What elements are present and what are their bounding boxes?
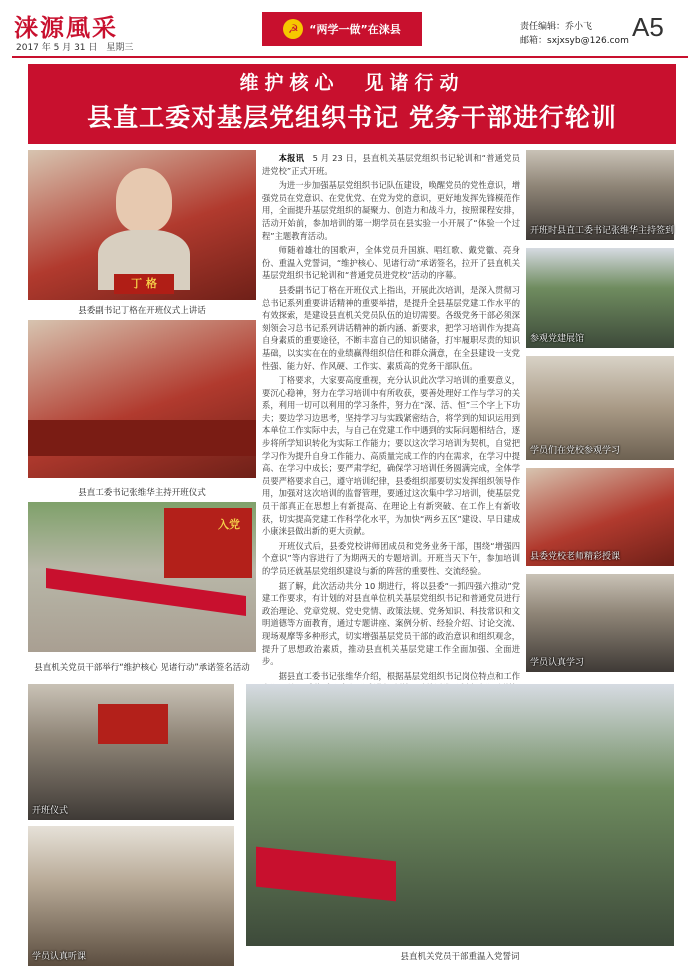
article-byline: 本报讯 [278,153,305,163]
editor-info [520,20,629,48]
headline-subtitle: 维护核心 见诸行动 [239,72,465,94]
article-paragraph: 据了解，此次活动共分 10 期进行，将以县委“一抓四强六推动”党建工作要求，有计划的对县直单位机关基层党组织书记和普通党员进行政治理论、党章党规、党史党情、政策法规、党务知识、科技常识和文明道德等方面教育，通过专题讲座、案例分析、经验介绍、讨论交流、现场观摩等多种形式，切实增强基层党员干部的政治意识和组织观念，提升了思想政治素质，推动县直机关基层党建工作全面加强、全面进步。 [262,580,520,667]
photo-side-4 [526,468,674,566]
editor-email: 邮箱：sxjxsyb@126.com [520,36,629,46]
photo-side-4-label: 县委党校老师精彩授课 [530,552,621,562]
photo-side-1-label: 开班时县直工委书记张维华主持签到 [530,226,675,236]
caption-zhang-ceremony: 县直工委书记张维华主持开班仪式 [78,488,206,498]
photo-oath [246,684,674,946]
photo-opening [28,684,234,820]
caption-signing: 县直机关党员干部举行“维护核心 见诸行动”承诺签名活动 [34,663,250,673]
caption-ding-speech: 县委副书记丁格在开班仪式上讲话 [78,306,206,316]
photo-side-2-label: 参观党建展馆 [530,334,585,344]
masthead-title: 涞源風采 [14,13,118,42]
article-paragraph: 丁格要求，大家要高度重视，充分认识此次学习培训的重要意义，要沉心稳神，努力在学习培训中有所收获，要善处理好工作与学习的关系，利用一切可以利用的学习条件，努力在“深、活、恒”三个字上下功夫；要边学习边思考，坚持学习与实践紧密结合，将学到的知识运用到本单位工作实际中去，与自己在党建工作中遇到的实际问题相结合，逐步将所学知识转化为实际工作能力；要以这次学习培训为契机，自觉把学习作为提升自身工作能力、高质量完成工作的内在需求，在学习中提高、在学习中成长；要严肃学纪，确保学习培训任务圆满完成，全体学员要严格要求自己，遵守培训纪律，县委组织部要切实发挥组织领导作用，加强对这次培训的监督管理，要通过这次集中学习培训，使基层党员干部真正在思想上有新提高、在理论上有新突破、在工作上有新收获，切实提高党建工作科学化水平，为加快“两乡五区”建设、早日建成小康涞县做出新的更大贡献。 [262,375,520,537]
party-emblem-icon: ☭ [283,19,303,39]
photo-study [28,826,234,966]
article-paragraph: 为进一步加强基层党组织书记队伍建设，唤醒党员的党性意识，增强党员在党意识、在党优党、在党为党的意识，更好地发挥先锋模范作用，全面提升基层党组织的凝聚力、创造力和战斗力，按照课程安排，活动开始前，参加培训的第一期学员在县实验一小开展了“体验一个过程”主题教育活动。 [262,180,520,241]
photo-side-5-label: 学员认真学习 [530,658,585,668]
headline-title: 县直工委对基层党组织书记 党务干部进行轮训 [87,103,617,132]
photo-side-5 [526,574,674,672]
editor-name: 责任编辑：乔小飞 [520,22,593,32]
caption-oath: 县直机关党员干部重温入党誓词 [400,952,520,962]
article-paragraph: 本报讯 5 月 23 日，县直机关基层党组织书记轮训和“普通党员进党校”正式开班。 [262,153,520,176]
photo-side-1 [526,150,674,240]
speaker-nameplate: 丁 格 [114,274,174,294]
signing-board-label: 入党 [218,518,240,531]
column-banner-label: “两学一做”在涞县 [309,23,401,36]
photo-zhang-ceremony [28,320,256,478]
photo-ding-speech [28,150,256,300]
photo-signing [28,502,256,652]
issue-date: 2017 年 5 月 31 日 星期三 [16,43,134,53]
article-body [262,152,520,681]
photo-side-3 [526,356,674,460]
photo-side-3-label: 学员们在党校参观学习 [530,446,621,456]
masthead-divider [12,56,688,58]
photo-study-label: 学员认真听课 [32,952,87,962]
article-paragraph: 县委副书记丁格在开班仪式上指出，开展此次培训，是深入贯彻习总书记系列重要讲话精神的重要举措，是提升全县基层党建工作水平的有效探索，是建设县直机关党员队伍的迫切需要。各级党务干部必须深刻领会习总书记系列讲话精神的新内涵、新要求，把学习培训作为提高自身素质的重要途径，不断丰富自己的知识储备，打牢履职尽责的知识基础，以实实在在的业绩赢得组织信任和群众满意，在全县建设一支党性强、能力好、作风硬、工作实、素质高的党务干部队伍。 [262,284,520,371]
column-banner [262,12,422,46]
article-paragraph: 据县直工委书记张维华介绍，根据基层党组织书记岗位特点和工作 [278,670,520,681]
article-paragraph: 师随着雄壮的国歌声，全体党员升国旗、唱红歌、戴党徽、亮身份、重温入党誓词，“维护核心、见诸行动”承诺签名，拉开了县直机关基层党组织书记轮训和“普通党员进党校”活动的序幕。 [262,245,520,281]
article-paragraph: 开班仪式后，县委党校讲师团成员和党务业务干部，围绕“增强四个意识”等内容进行了为期两天的专题培训。开班当天下午，参加培训的学员还就基层党组织建设与新的阵营的重要性、交流经验。 [262,540,520,576]
page-number: A5 [632,12,664,42]
photo-opening-label: 开班仪式 [32,806,69,816]
photo-side-2 [526,248,674,348]
